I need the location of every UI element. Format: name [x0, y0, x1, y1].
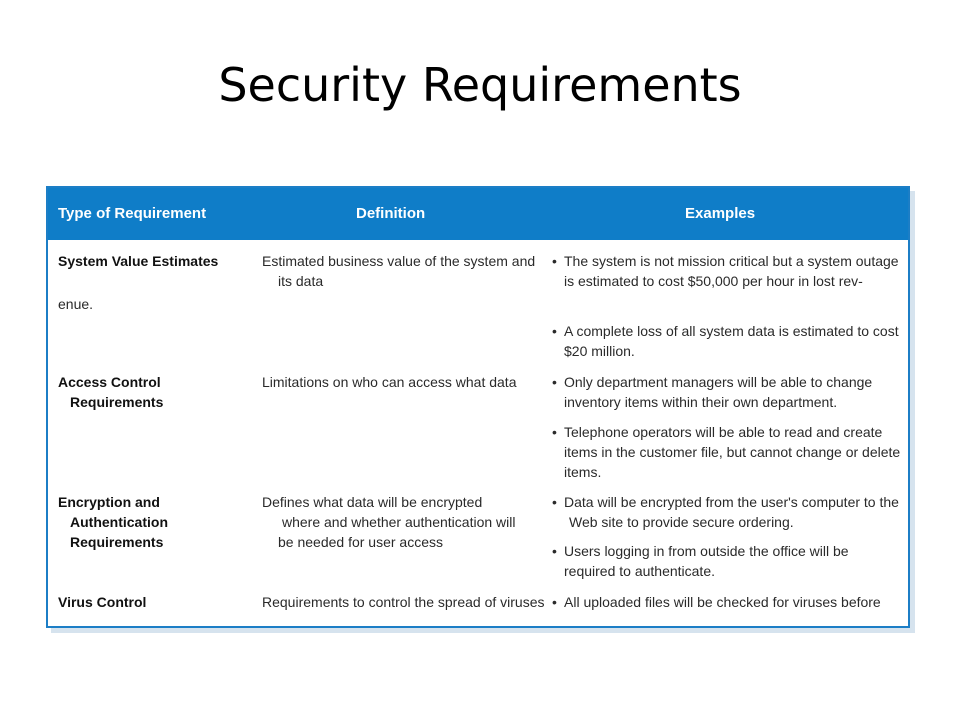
type-line: Authentication: [70, 514, 168, 530]
requirements-table: [46, 186, 910, 628]
bullet-icon: •: [552, 594, 557, 610]
bullet-icon: •: [552, 374, 557, 390]
type-line: Requirements: [70, 534, 164, 550]
bullet-icon: •: [552, 494, 557, 510]
example-line: is estimated to cost $50,000 per hour in lost rev-: [564, 273, 863, 289]
row-encryption-definition: [262, 492, 515, 552]
slide-title: Security Requirements: [218, 58, 742, 112]
row-system-value-example-2: [552, 321, 899, 361]
row-access-control-type: [58, 372, 163, 412]
type-line: Encryption and: [58, 494, 160, 510]
row-virus-control-type: [58, 592, 146, 612]
row-system-value-stray-text: enue.: [58, 296, 94, 312]
type-line: System Value Estimates: [58, 253, 219, 269]
table-header: [48, 188, 908, 240]
definition-line: Limitations on who can access what data: [262, 374, 517, 390]
definition-line: its data: [278, 273, 324, 289]
definition-line: where and whether authentication will: [282, 514, 516, 530]
definition-line: Defines what data will be encrypted: [262, 494, 483, 510]
example-line: Data will be encrypted from the user's computer to the: [564, 494, 899, 510]
row-access-control-definition: [262, 372, 516, 392]
example-line: required to authenticate.: [564, 563, 715, 579]
row-access-control-example-2: [552, 422, 900, 482]
row-system-value-definition: [262, 251, 535, 291]
example-line: Telephone operators will be able to read and create: [564, 424, 883, 440]
bullet-icon: •: [552, 543, 557, 559]
example-line: Web site to provide secure ordering.: [569, 514, 794, 530]
row-encryption-example-2: [552, 541, 849, 581]
row-system-value-type: [58, 251, 218, 271]
definition-line: Requirements to control the spread of viruses: [262, 594, 545, 610]
example-line: inventory items within their own department.: [564, 394, 838, 410]
definition-line: Estimated business value of the system and: [262, 253, 536, 269]
example-line: items.: [564, 464, 602, 480]
row-system-value-example-1: [552, 251, 899, 291]
bullet-icon: •: [552, 424, 557, 440]
type-line: Virus Control: [58, 594, 147, 610]
type-line: Requirements: [70, 394, 164, 410]
row-access-control-example-1: [552, 372, 872, 412]
row-encryption-type: [58, 492, 168, 552]
header-definition: Definition: [356, 205, 426, 222]
row-encryption-example-1: [552, 492, 899, 532]
row-virus-control-example-1: [552, 592, 881, 612]
definition-line: be needed for user access: [278, 534, 443, 550]
row-virus-control-definition: [262, 592, 544, 612]
bullet-icon: •: [552, 253, 557, 269]
example-line: All uploaded files will be checked for viruses before: [564, 594, 881, 610]
example-line: $20 million.: [564, 343, 635, 359]
type-line: Access Control: [58, 374, 161, 390]
example-line: items in the customer file, but cannot change or delete: [564, 444, 901, 460]
example-line: Only department managers will be able to change: [564, 374, 873, 390]
header-type-of-requirement: Type of Requirement: [58, 205, 207, 222]
example-line: The system is not mission critical but a system outage: [564, 253, 899, 269]
header-examples: Examples: [685, 205, 756, 222]
example-line: A complete loss of all system data is estimated to cost: [564, 323, 899, 339]
bullet-icon: •: [552, 323, 557, 339]
example-line: Users logging in from outside the office will be: [564, 543, 849, 559]
